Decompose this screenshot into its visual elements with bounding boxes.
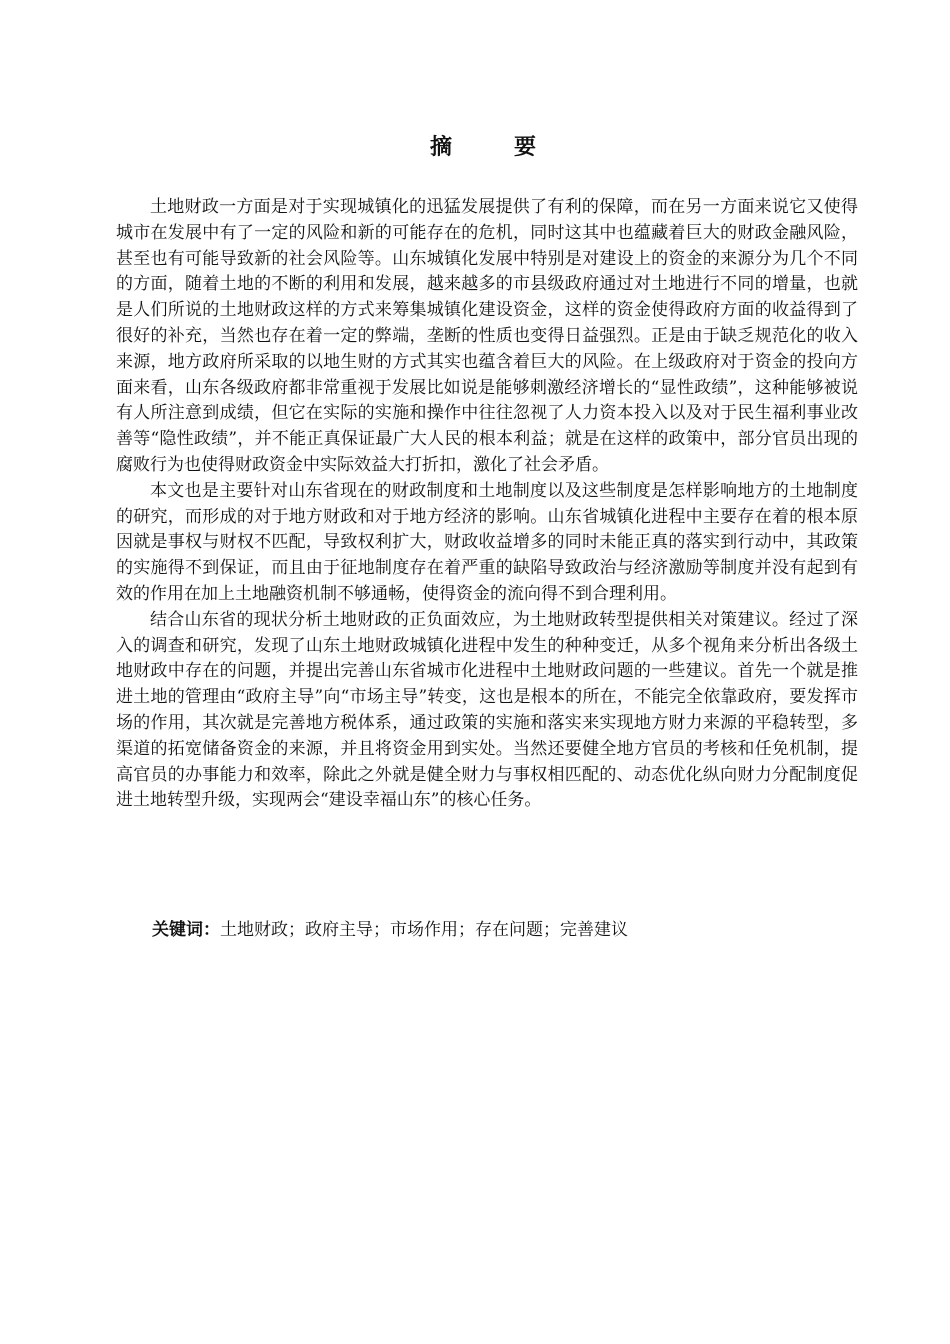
abstract-paragraph-3: 结合山东省的现状分析土地财政的正负面效应，为土地财政转型提供相关对策建议。经过了深入的调查和研究，发现了山东土地财政城镇化进程中发生的种种变迁，从多个视角来分析出各级土地财政中存在的问题，并提出完善山东省城市化进程中土地财政问题的一些建议。首先一个就是推进土地的管理由“政府主导”向“市场主导”转变，这也是根本的所在，不能完全依靠政府，要发挥市场的作用，其次就是完善地方税体系，通过政策的实施和落实来实现地方财力来源的平稳转型，多渠道的拓宽储备资金的来源，并且将资金用到实处。当然还要健全地方官员的考核和任免机制，提高官员的办事能力和效率，除此之外就是健全财力与事权相匹配的、动态优化纵向财力分配制度促进土地转型升级，实现两会“建设幸福山东”的核心任务。: [116, 609, 858, 811]
keywords-label: 关键词：: [152, 920, 220, 940]
keywords-text: 土地财政；政府主导；市场作用；存在问题；完善建议: [220, 920, 628, 940]
abstract-title: 摘 要: [429, 135, 556, 160]
keywords-line: [152, 918, 858, 944]
abstract-paragraph-2: 本文也是主要针对山东省现在的财政制度和土地制度以及这些制度是怎样影响地方的土地制度的研究，而形成的对于地方财政和对于地方经济的影响。山东省城镇化进程中主要存在着的根本原因就是事权与财权不匹配，导致权利扩大，财政收益增多的同时未能正真的落实到行动中，其政策的实施得不到保证，而且由于征地制度存在着严重的缺陷导致政治与经济激励等制度并没有起到有效的作用在加上土地融资机制不够通畅，使得资金的流向得不到合理利用。: [116, 480, 858, 604]
abstract-body: [116, 195, 858, 814]
abstract-paragraph-1: 土地财政一方面是对于实现城镇化的迅猛发展提供了有利的保障，而在另一方面来说它又使得城市在发展中有了一定的风险和新的可能存在的危机，同时这其中也蕴藏着巨大的财政金融风险，甚至也有可能导致新的社会风险等。山东城镇化发展中特别是对建设上的资金的来源分为几个不同的方面，随着土地的不断的利用和发展，越来越多的市县级政府通过对土地进行不同的增量，也就是人们所说的土地财政这样的方式来筹集城镇化建设资金，这样的资金使得政府方面的收益得到了很好的补充，当然也存在着一定的弊端，垄断的性质也变得日益强烈。正是由于缺乏规范化的收入来源，地方政府所采取的以地生财的方式其实也蕴含着巨大的风险。在上级政府对于资金的投向方面来看，山东各级政府都非常重视于发展比如说是能够刺激经济增长的“显性政绩”，这种能够被说有人所注意到成绩，但它在实际的实施和操作中往往忽视了人力资本投入以及对于民生福利事业改善等“隐性政绩”，并不能正真保证最广大人民的根本利益；就是在这样的政策中，部分官员出现的腐败行为也使得财政资金中实际效益大打折扣，激化了社会矛盾。: [116, 197, 858, 475]
